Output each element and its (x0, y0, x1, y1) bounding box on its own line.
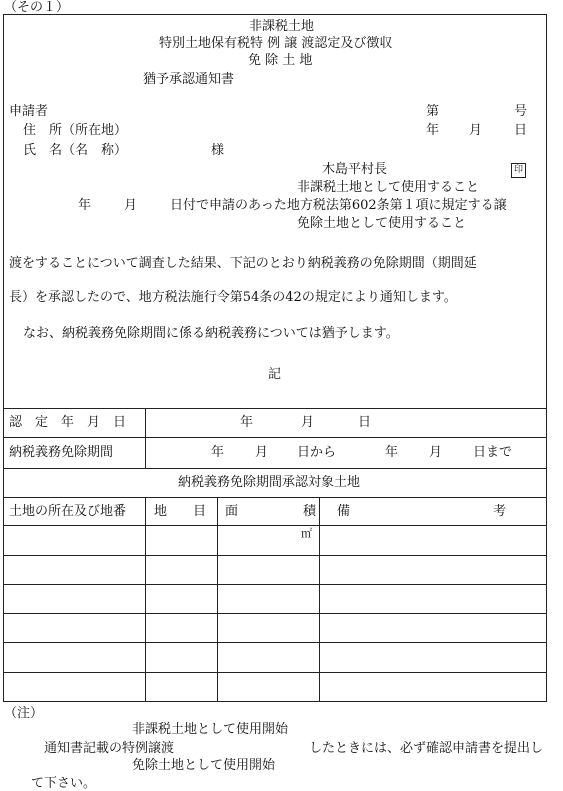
table-rule (3, 468, 547, 469)
col-header-area: 面 積 (225, 504, 317, 519)
title-line-2: 特別土地保有税特 例 譲 渡認定及び徴収 (159, 36, 393, 51)
issue-date-year: 年 (426, 123, 440, 138)
note-middle-right: したときには、必ず確認申請書を提出し (309, 741, 544, 756)
doc-number-dai: 第 (426, 104, 440, 119)
table-rule (3, 613, 547, 614)
table-rule (3, 672, 547, 673)
col-header-location: 土地の所在及び地番 (9, 504, 127, 519)
table-rule (3, 437, 547, 438)
form-frame (3, 14, 547, 702)
cert-date-label: 認 定 年 月 日 (9, 415, 127, 430)
issue-date-day: 日 (514, 123, 528, 138)
body-paragraph-1: 渡をすることについて調査した結果、下記のとおり納税義務の免除期間（期間延 (9, 256, 477, 271)
period-label: 納税義務免除期間 (9, 445, 114, 460)
period-end-month: 月 (429, 445, 443, 460)
body-paragraph-2: 長）を承認したので、地方税法施行令第54条の42の規定により通知します。 (9, 290, 457, 305)
title-line-1: 非課税土地 (249, 19, 315, 34)
name-label: 氏 名（名 称） (23, 143, 128, 158)
table-divider (217, 497, 218, 702)
applicant-label: 申請者 (9, 104, 49, 119)
ki-heading: 記 (268, 367, 282, 382)
cert-date-month: 月 (301, 415, 315, 430)
note-option-exempt: 免除土地として使用開始 (132, 758, 276, 773)
usage-option-nontaxable: 非課税土地として使用すること (297, 180, 480, 195)
address-label: 住 所（所在地） (23, 123, 128, 138)
table-rule (3, 584, 547, 585)
period-start-month: 月 (255, 445, 269, 460)
period-start-year: 年 (211, 445, 225, 460)
title-line-3: 免 除 土 地 (248, 53, 313, 68)
body-main-line: 日付で申請のあった地方税法第602条第１項に規定する譲 (170, 198, 507, 213)
table-divider (145, 408, 146, 468)
table-rule (3, 497, 547, 498)
table-divider (319, 497, 320, 702)
note-last-line: て下さい。 (31, 776, 97, 791)
body-date-month: 月 (124, 198, 138, 213)
cert-date-day: 日 (358, 415, 372, 430)
honorific: 様 (211, 143, 225, 158)
cert-date-year: 年 (240, 415, 254, 430)
table-rule (3, 408, 547, 409)
body-date-year: 年 (78, 198, 92, 213)
seal-stamp: 印 (511, 163, 526, 178)
area-unit: ㎡ (301, 527, 312, 540)
col-header-remarks: 備 考 (337, 504, 507, 519)
note-middle-left: 通知書記載の特例譲渡 (44, 741, 175, 756)
document-label: （その１） (4, 0, 70, 15)
doc-number-go: 号 (514, 104, 528, 119)
table-divider (145, 497, 146, 702)
issue-date-month: 月 (469, 123, 483, 138)
body-paragraph-3: なお、納税義務免除期間に係る納税義務については猶予します。 (23, 326, 399, 341)
period-until: 日まで (473, 445, 513, 460)
table-rule (3, 525, 547, 526)
note-label: （注） (4, 706, 44, 721)
land-table-subtitle: 納税義務免除期間承認対象土地 (178, 475, 361, 490)
period-from: 日から (297, 445, 337, 460)
note-option-nontaxable: 非課税土地として使用開始 (132, 722, 289, 737)
title-line-4: 猶予承認通知書 (143, 72, 235, 87)
issuer-name: 木島平村長 (322, 162, 388, 177)
usage-option-exempt: 免除土地として使用すること (297, 216, 467, 231)
period-end-year: 年 (385, 445, 399, 460)
table-rule (3, 642, 547, 643)
table-rule (3, 555, 547, 556)
col-header-category: 地 目 (154, 504, 207, 519)
